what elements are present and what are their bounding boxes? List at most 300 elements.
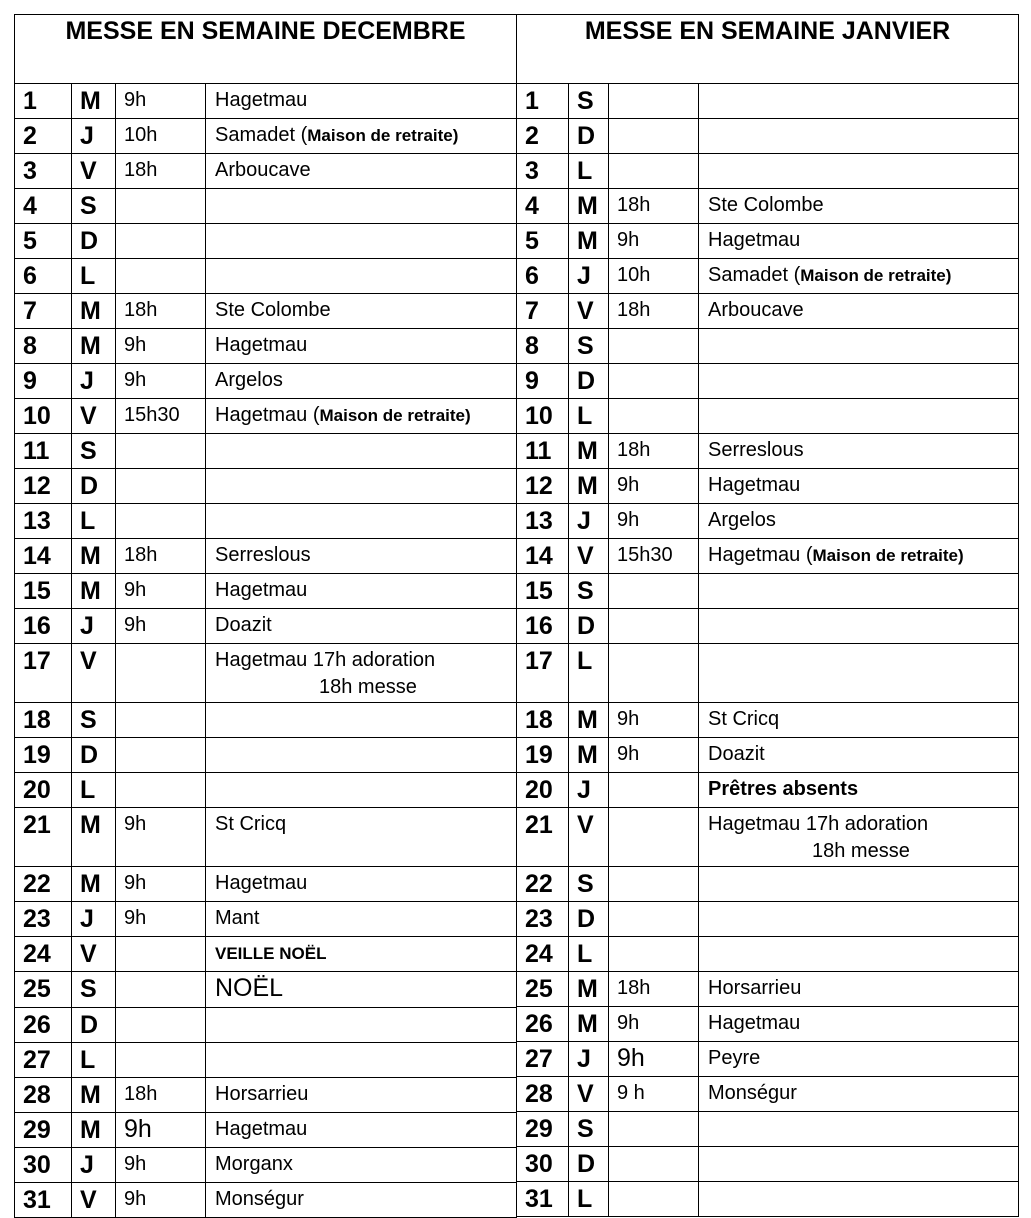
location-text: Monségur (215, 1188, 304, 1210)
mass-location (206, 539, 517, 574)
mass-location (699, 1077, 1019, 1112)
day-number: 10 (15, 399, 72, 434)
location-text: Hagetmau (215, 334, 308, 356)
mass-time: 18h (609, 189, 699, 224)
mass-time (609, 574, 699, 609)
weekday-letter: S (72, 434, 116, 469)
schedule-row (15, 738, 517, 773)
schedule-row (15, 972, 517, 1008)
schedule-row (517, 867, 1019, 902)
weekday-letter: L (569, 154, 609, 189)
weekday-letter: L (72, 504, 116, 539)
weekday-letter: J (72, 609, 116, 644)
location-text: St Cricq (708, 708, 780, 730)
weekday-letter: L (72, 773, 116, 808)
schedule-row (15, 1078, 517, 1113)
day-number: 26 (15, 1008, 72, 1043)
day-number: 20 (517, 773, 569, 808)
weekday-letter: J (569, 1042, 609, 1077)
day-number: 8 (517, 329, 569, 364)
weekday-letter: J (569, 504, 609, 539)
weekday-letter: V (569, 1077, 609, 1112)
day-number: 5 (517, 224, 569, 259)
mass-time (609, 329, 699, 364)
location-text: Serreslous (215, 544, 311, 566)
day-number: 23 (15, 902, 72, 937)
schedule-row (517, 504, 1019, 539)
mass-time (609, 867, 699, 902)
mass-time (609, 364, 699, 399)
location-text: Samadet ( (215, 124, 308, 146)
mass-time (116, 1043, 206, 1078)
mass-location (206, 1148, 517, 1183)
day-number: 13 (517, 504, 569, 539)
day-number: 22 (517, 867, 569, 902)
location-text: Hagetmau (215, 872, 308, 894)
mass-time (609, 1112, 699, 1147)
mass-location (206, 504, 517, 539)
day-number: 18 (15, 703, 72, 738)
schedule-row (517, 1147, 1019, 1182)
mass-location (206, 294, 517, 329)
weekday-letter: M (569, 703, 609, 738)
mass-time: 9h (609, 1042, 699, 1077)
schedule-row (517, 259, 1019, 294)
weekday-letter: J (72, 1148, 116, 1183)
weekday-letter: S (569, 867, 609, 902)
day-number: 25 (517, 972, 569, 1007)
schedule-row (15, 1008, 517, 1043)
mass-location (699, 738, 1019, 773)
mass-time: 9h (609, 1007, 699, 1042)
day-number: 27 (15, 1043, 72, 1078)
day-number: 27 (517, 1042, 569, 1077)
mass-location (206, 154, 517, 189)
day-number: 25 (15, 972, 72, 1008)
weekday-letter: D (72, 738, 116, 773)
mass-time: 18h (116, 154, 206, 189)
day-number: 9 (15, 364, 72, 399)
weekday-letter: M (569, 189, 609, 224)
day-number: 5 (15, 224, 72, 259)
day-number: 3 (517, 154, 569, 189)
mass-time (609, 119, 699, 154)
day-number: 12 (517, 469, 569, 504)
mass-location (699, 1147, 1019, 1182)
day-number: 14 (517, 539, 569, 574)
mass-time (116, 644, 206, 703)
mass-location (699, 469, 1019, 504)
location-text: Hagetmau (215, 579, 308, 601)
location-text: Hagetmau ( (215, 404, 320, 426)
location-text: Samadet ( (708, 264, 801, 286)
december-title: MESSE EN SEMAINE DECEMBRE (15, 15, 517, 84)
location-text: Peyre (708, 1047, 761, 1069)
schedule-row (15, 224, 517, 259)
weekday-letter: M (569, 434, 609, 469)
location-text: Hagetmau (215, 89, 308, 111)
day-number: 4 (15, 189, 72, 224)
weekday-letter: V (569, 294, 609, 329)
day-number: 10 (517, 399, 569, 434)
mass-location (206, 399, 517, 434)
day-number: 30 (517, 1147, 569, 1182)
weekday-letter: D (569, 364, 609, 399)
location-text: St Cricq (215, 813, 287, 835)
day-number: 2 (15, 119, 72, 154)
january-title: MESSE EN SEMAINE JANVIER (517, 15, 1019, 84)
schedule-row (517, 1042, 1019, 1077)
day-number: 23 (517, 902, 569, 937)
january-rows (517, 84, 1019, 1217)
mass-location (699, 937, 1019, 972)
mass-location (206, 1078, 517, 1113)
mass-time (609, 154, 699, 189)
mass-location (699, 364, 1019, 399)
weekday-letter: J (72, 364, 116, 399)
schedule-row (15, 434, 517, 469)
schedule-row (517, 469, 1019, 504)
day-number: 17 (517, 644, 569, 703)
mass-time (609, 773, 699, 808)
weekday-letter: S (72, 189, 116, 224)
mass-time: 18h (116, 294, 206, 329)
mass-location (699, 609, 1019, 644)
weekday-letter: M (72, 294, 116, 329)
location-text: Mant (215, 907, 260, 929)
schedule-row (15, 1113, 517, 1148)
weekday-letter: L (569, 399, 609, 434)
day-number: 20 (15, 773, 72, 808)
january-table (516, 14, 1019, 1217)
weekday-letter: M (72, 539, 116, 574)
mass-time: 10h (609, 259, 699, 294)
mass-time (116, 738, 206, 773)
location-text: Arboucave (708, 299, 804, 321)
weekday-letter: V (72, 154, 116, 189)
december-table (14, 14, 517, 1218)
mass-location (699, 294, 1019, 329)
mass-time: 9h (116, 867, 206, 902)
day-number: 21 (15, 808, 72, 867)
mass-location (699, 808, 1019, 867)
schedule-row (517, 972, 1019, 1007)
schedule-row (517, 937, 1019, 972)
mass-time (609, 84, 699, 119)
weekday-letter: M (569, 469, 609, 504)
day-number: 15 (517, 574, 569, 609)
schedule-row (15, 644, 517, 703)
mass-location (206, 1008, 517, 1043)
weekday-letter: J (569, 773, 609, 808)
weekday-letter: M (72, 1113, 116, 1148)
day-number: 26 (517, 1007, 569, 1042)
mass-location (206, 773, 517, 808)
weekday-letter: M (569, 1007, 609, 1042)
weekday-letter: S (569, 329, 609, 364)
schedule-row (517, 609, 1019, 644)
mass-time: 9h (116, 329, 206, 364)
location-text: Doazit (215, 614, 272, 636)
day-number: 31 (15, 1183, 72, 1218)
schedule-row (15, 329, 517, 364)
weekday-letter: J (72, 902, 116, 937)
schedule-row (15, 808, 517, 867)
schedule-row (517, 84, 1019, 119)
weekday-letter: V (72, 937, 116, 972)
day-number: 12 (15, 469, 72, 504)
mass-location (699, 574, 1019, 609)
weekday-letter: S (569, 574, 609, 609)
weekday-letter: S (569, 84, 609, 119)
schedule-row (517, 434, 1019, 469)
day-number: 7 (517, 294, 569, 329)
mass-time: 9 h (609, 1077, 699, 1112)
weekday-letter: M (72, 574, 116, 609)
day-number: 1 (15, 84, 72, 119)
mass-time (116, 972, 206, 1008)
weekday-letter: M (72, 808, 116, 867)
day-number: 21 (517, 808, 569, 867)
mass-time: 9h (116, 364, 206, 399)
mass-time: 9h (116, 574, 206, 609)
mass-time (609, 808, 699, 867)
day-number: 1 (517, 84, 569, 119)
schedule-row (15, 703, 517, 738)
day-number: 29 (15, 1113, 72, 1148)
mass-time: 9h (609, 738, 699, 773)
mass-location (699, 703, 1019, 738)
mass-time: 18h (609, 294, 699, 329)
mass-location (699, 644, 1019, 703)
january-schedule (516, 14, 1018, 1217)
location-note: Prêtres absents (708, 778, 859, 800)
mass-location (699, 504, 1019, 539)
weekday-letter: S (72, 972, 116, 1008)
location-text: Hagetmau 17h adoration (215, 649, 436, 671)
mass-time: 18h (116, 539, 206, 574)
mass-time: 9h (116, 1113, 206, 1148)
mass-location (699, 902, 1019, 937)
schedule-row (15, 119, 517, 154)
schedule-row (15, 84, 517, 119)
schedule-row (517, 808, 1019, 867)
location-text: NOËL (215, 974, 284, 1002)
schedule-row (517, 294, 1019, 329)
weekday-letter: M (72, 867, 116, 902)
day-number: 19 (517, 738, 569, 773)
location-text: Hagetmau (708, 1012, 801, 1034)
mass-location (206, 867, 517, 902)
mass-location (206, 1113, 517, 1148)
schedule-row (15, 539, 517, 574)
day-number: 18 (517, 703, 569, 738)
mass-location (206, 469, 517, 504)
location-subline: 18h messe (812, 840, 910, 862)
day-number: 30 (15, 1148, 72, 1183)
mass-location (206, 937, 517, 972)
weekday-letter: S (72, 703, 116, 738)
day-number: 24 (517, 937, 569, 972)
weekday-letter: L (569, 1182, 609, 1217)
schedule-row (517, 329, 1019, 364)
mass-time: 9h (116, 808, 206, 867)
mass-time (116, 224, 206, 259)
location-text: Argelos (215, 369, 283, 391)
mass-location (699, 773, 1019, 808)
day-number: 14 (15, 539, 72, 574)
weekday-letter: M (569, 738, 609, 773)
day-number: 2 (517, 119, 569, 154)
location-text: Ste Colombe (708, 194, 824, 216)
day-number: 11 (15, 434, 72, 469)
mass-time: 9h (116, 609, 206, 644)
mass-location (699, 1042, 1019, 1077)
mass-time: 18h (609, 972, 699, 1007)
mass-location (206, 574, 517, 609)
day-number: 28 (15, 1078, 72, 1113)
day-number: 31 (517, 1182, 569, 1217)
mass-location (206, 609, 517, 644)
weekday-letter: M (72, 329, 116, 364)
weekday-letter: L (569, 644, 609, 703)
location-note: Maison de retraite) (800, 266, 952, 285)
mass-time: 10h (116, 119, 206, 154)
schedule-row (15, 364, 517, 399)
weekday-letter: M (72, 84, 116, 119)
schedule-row (517, 644, 1019, 703)
mass-time (116, 1008, 206, 1043)
mass-time: 15h30 (116, 399, 206, 434)
weekday-letter: D (569, 1147, 609, 1182)
weekday-letter: J (569, 259, 609, 294)
weekday-letter: M (569, 972, 609, 1007)
mass-location (699, 119, 1019, 154)
mass-location (206, 259, 517, 294)
mass-location (206, 808, 517, 867)
location-subline: 18h messe (319, 676, 417, 698)
schedule-row (15, 574, 517, 609)
schedule-row (15, 294, 517, 329)
mass-location (206, 364, 517, 399)
weekday-letter: S (569, 1112, 609, 1147)
weekday-letter: V (72, 1183, 116, 1218)
mass-time: 9h (609, 224, 699, 259)
day-number: 16 (517, 609, 569, 644)
mass-time: 9h (116, 1148, 206, 1183)
mass-location (206, 1043, 517, 1078)
schedule-row (517, 773, 1019, 808)
location-text: Hagetmau (708, 229, 801, 251)
location-text: Doazit (708, 743, 765, 765)
mass-time (609, 609, 699, 644)
schedule-row (517, 1077, 1019, 1112)
mass-time: 18h (609, 434, 699, 469)
schedule-row (15, 867, 517, 902)
schedule-row (15, 1043, 517, 1078)
mass-location (206, 224, 517, 259)
schedule-row (517, 1182, 1019, 1217)
day-number: 16 (15, 609, 72, 644)
mass-time: 15h30 (609, 539, 699, 574)
day-number: 6 (15, 259, 72, 294)
weekday-letter: D (569, 609, 609, 644)
location-note: Maison de retraite) (319, 406, 471, 425)
day-number: 11 (517, 434, 569, 469)
day-number: 29 (517, 1112, 569, 1147)
day-number: 28 (517, 1077, 569, 1112)
mass-time (609, 399, 699, 434)
day-number: 17 (15, 644, 72, 703)
mass-time: 9h (609, 703, 699, 738)
weekday-letter: D (569, 119, 609, 154)
mass-time (116, 937, 206, 972)
schedule-row (517, 902, 1019, 937)
mass-location (206, 84, 517, 119)
mass-time: 9h (116, 902, 206, 937)
schedule-row (15, 504, 517, 539)
schedule-row (517, 189, 1019, 224)
mass-time (609, 902, 699, 937)
schedule-row (517, 574, 1019, 609)
location-text: Hagetmau (215, 1118, 308, 1140)
mass-location (206, 738, 517, 773)
weekday-letter: V (72, 644, 116, 703)
mass-time (609, 1147, 699, 1182)
location-text: Morganx (215, 1153, 293, 1175)
location-text: Horsarrieu (708, 977, 802, 999)
mass-location (699, 434, 1019, 469)
schedule-row (517, 364, 1019, 399)
schedule-row (517, 1112, 1019, 1147)
day-number: 3 (15, 154, 72, 189)
mass-time (116, 703, 206, 738)
weekday-letter: V (569, 808, 609, 867)
mass-location (206, 703, 517, 738)
day-number: 24 (15, 937, 72, 972)
mass-time (609, 644, 699, 703)
mass-time: 9h (609, 504, 699, 539)
schedule-row (517, 1007, 1019, 1042)
location-text: Argelos (708, 509, 776, 531)
mass-location (699, 84, 1019, 119)
mass-time: 9h (609, 469, 699, 504)
weekday-letter: D (569, 902, 609, 937)
weekday-letter: M (72, 1078, 116, 1113)
mass-location (206, 1183, 517, 1218)
december-rows (15, 84, 517, 1218)
day-number: 9 (517, 364, 569, 399)
weekday-letter: L (72, 259, 116, 294)
day-number: 8 (15, 329, 72, 364)
schedule-row (517, 539, 1019, 574)
schedule-row (15, 1148, 517, 1183)
mass-location (206, 972, 517, 1008)
mass-time (116, 504, 206, 539)
mass-time (116, 434, 206, 469)
schedule-row (517, 738, 1019, 773)
schedule-row (15, 259, 517, 294)
mass-time (116, 189, 206, 224)
mass-location (699, 399, 1019, 434)
mass-location (699, 1182, 1019, 1217)
mass-time: 9h (116, 84, 206, 119)
location-text: Serreslous (708, 439, 804, 461)
day-number: 4 (517, 189, 569, 224)
day-number: 22 (15, 867, 72, 902)
weekday-letter: L (72, 1043, 116, 1078)
weekday-letter: D (72, 224, 116, 259)
